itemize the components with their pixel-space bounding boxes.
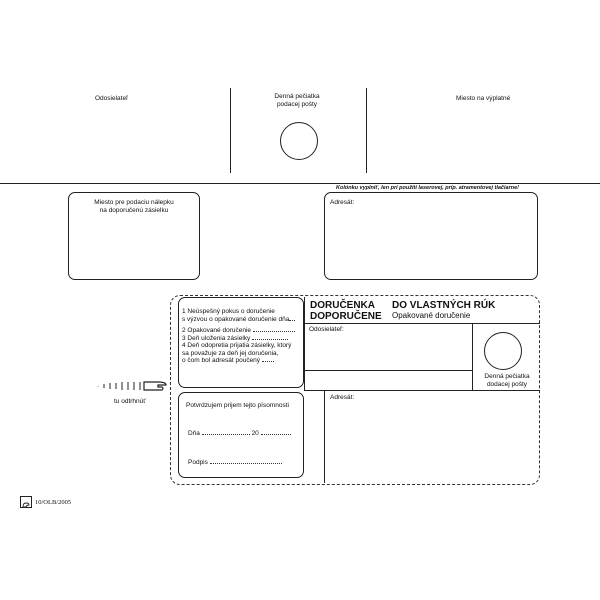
slip-stamp-circle (484, 332, 522, 370)
top-divider-1 (230, 88, 231, 173)
top-sender-label: Odosielateľ (95, 95, 128, 102)
notice-item-3: 3 Deň uloženia zásielky (182, 335, 302, 343)
confirm-label: Potvrdzujem prijem tejto písomnosti (186, 402, 289, 409)
slip-vline-left (304, 297, 305, 390)
slip-sender-label: Odosielateľ: (309, 326, 344, 333)
address-note: Kolónku vyplniť, len pri použití laserovej, príp. atramentovej tlačiarne! (336, 185, 519, 191)
label-box-line2: na doporučenú zásielku (99, 206, 169, 214)
notice-item-1a: 1 Neúspešný pokus o doručenie (182, 308, 275, 315)
top-stamp-label: Denná pečiatka podacej pošty (274, 93, 320, 108)
date-line: Dňa 20 (188, 430, 291, 438)
notice-item-4b: sa považuje za deň jej doručenia, (182, 349, 279, 357)
notice-items (182, 308, 302, 365)
top-stamp-circle (280, 122, 318, 160)
tear-label: tu odtrhnúť (114, 398, 146, 405)
slip-addressee-vline (324, 390, 325, 483)
post-logo-icon (20, 496, 32, 508)
address-box-label: Adresát: (330, 199, 355, 206)
notice-item-2: 2 Opakované doručenie (182, 327, 302, 335)
slip-header-line (304, 323, 540, 324)
notice-item-1b: s výzvou o opakované doručenie dňa (182, 316, 302, 324)
top-horizontal-line (0, 183, 600, 184)
postage-label-box (68, 192, 200, 280)
slip-sender-vline (472, 323, 473, 390)
slip-title-right: DO VLASTNÝCH RÚK Opakované doručenie (392, 300, 496, 320)
notice-item-4c: o čom bol adresát poučený (182, 357, 302, 365)
top-divider-2 (366, 88, 367, 173)
notice-item-4a: 4 Deň odopretia prijatia zásielky, ktorý (182, 342, 292, 349)
tear-arrow (96, 378, 176, 399)
top-payment-label: Miesto na výplatné (456, 95, 511, 102)
address-box (324, 192, 538, 280)
form-code: 10/OLB/2005 (35, 499, 72, 506)
label-box-line1: Miesto pre podaciu nálepku (94, 199, 174, 206)
slip-addressee-label: Adresát: (330, 394, 355, 401)
slip-title-left: DORUČENKA DOPORUČENE (310, 300, 382, 322)
slip-stamp-label: Denná pečiatka dodacej pošty (484, 373, 530, 388)
slip-sender-bottom-line (304, 390, 540, 391)
slip-sender-mid-line (304, 370, 472, 371)
signature-line: Podpis (188, 459, 282, 467)
